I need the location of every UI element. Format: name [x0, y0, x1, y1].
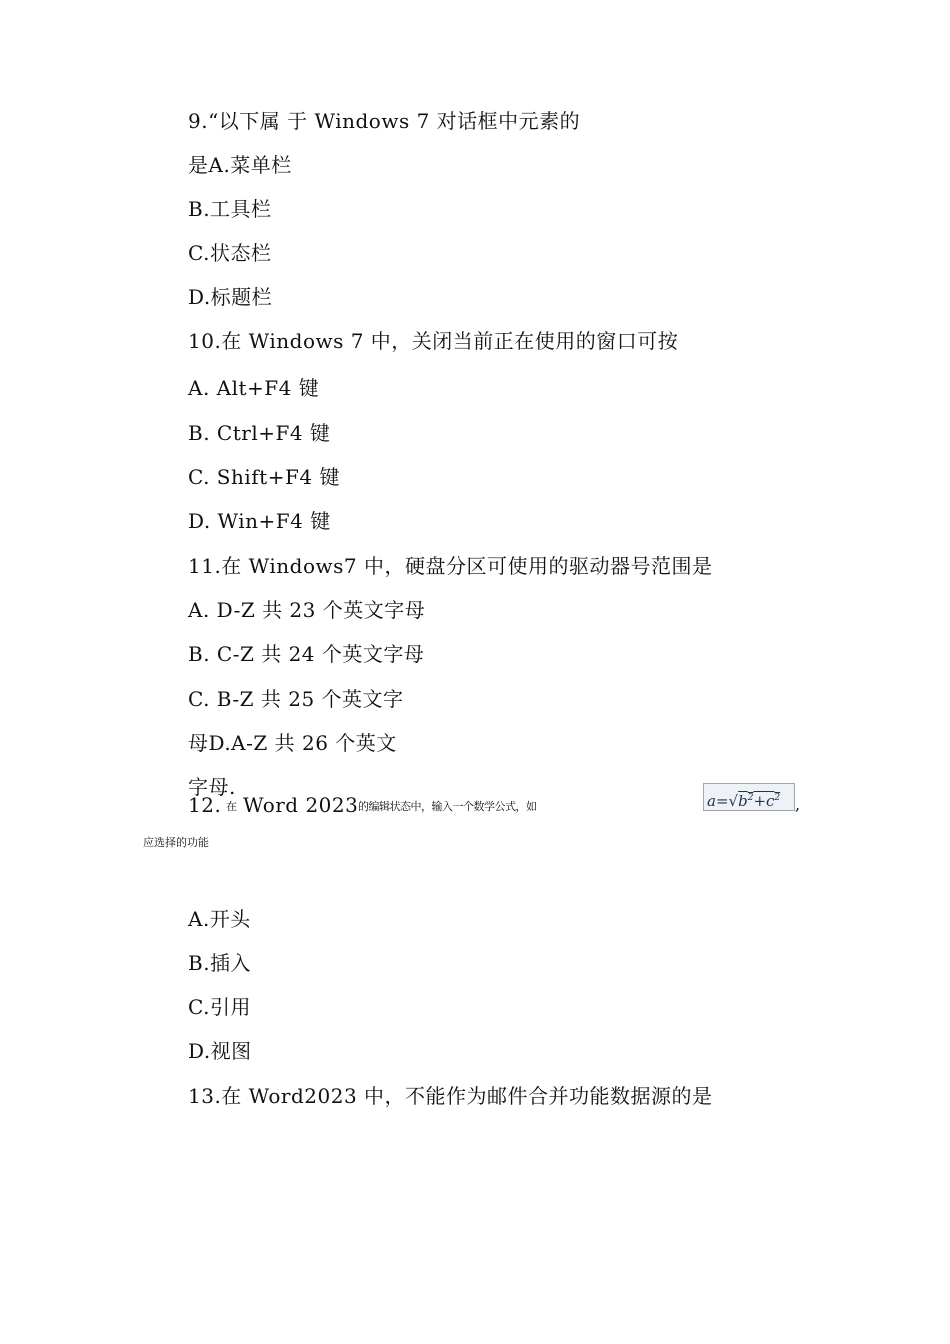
q12-number: 12. [188, 793, 222, 817]
q10-option-b: B. Ctrl+F4 键 [188, 421, 331, 445]
q11-option-b: B. C-Z 共 24 个英文字母 [188, 642, 425, 666]
q10-option-c: C. Shift+F4 键 [188, 465, 340, 489]
q12-option-a: A.开头 [188, 907, 251, 931]
q10-option-a: A. Alt+F4 键 [188, 376, 320, 400]
q9-stem: 9.“以下属 于 Windows 7 对话框中元素的 [188, 109, 581, 133]
q12-second-line: 应选择的功能 [143, 836, 209, 849]
q9-option-c: C.状态栏 [188, 241, 272, 265]
q9-option-b: B.工具栏 [188, 197, 272, 221]
q13-stem: 13.在 Word2023 中，不能作为邮件合并功能数据源的是 [188, 1084, 713, 1108]
q11-option-c: C. B-Z 共 25 个英文字 [188, 687, 404, 711]
q12-word: Word 2023 [243, 793, 359, 817]
q12-option-d: D.视图 [188, 1039, 252, 1063]
q12-prefix: 在 [226, 800, 237, 813]
q10-stem: 10.在 Windows 7 中，关闭当前正在使用的窗口可按 [188, 329, 679, 353]
q11-option-a: A. D-Z 共 23 个英文字母 [188, 598, 426, 622]
q9-option-d: D.标题栏 [188, 285, 273, 309]
q11-option-d-cont: 字母. [188, 775, 236, 799]
q12-formula-image: $a=√b^2+c^2$ [703, 783, 795, 811]
q10-option-d: D. Win+F4 键 [188, 509, 331, 533]
q12-option-c: C.引用 [188, 995, 251, 1019]
q9-line2: 是A.菜单栏 [188, 153, 292, 177]
q11-option-d: 母D.A-Z 共 26 个英文 [188, 731, 397, 755]
q12-mid-text: 的编辑状态中，输入一个数学公式，如 [358, 800, 537, 813]
q12-comma: , [795, 795, 801, 814]
q12-option-b: B.插入 [188, 951, 252, 975]
q11-stem: 11.在 Windows7 中，硬盘分区可使用的驱动器号范围是 [188, 554, 713, 578]
